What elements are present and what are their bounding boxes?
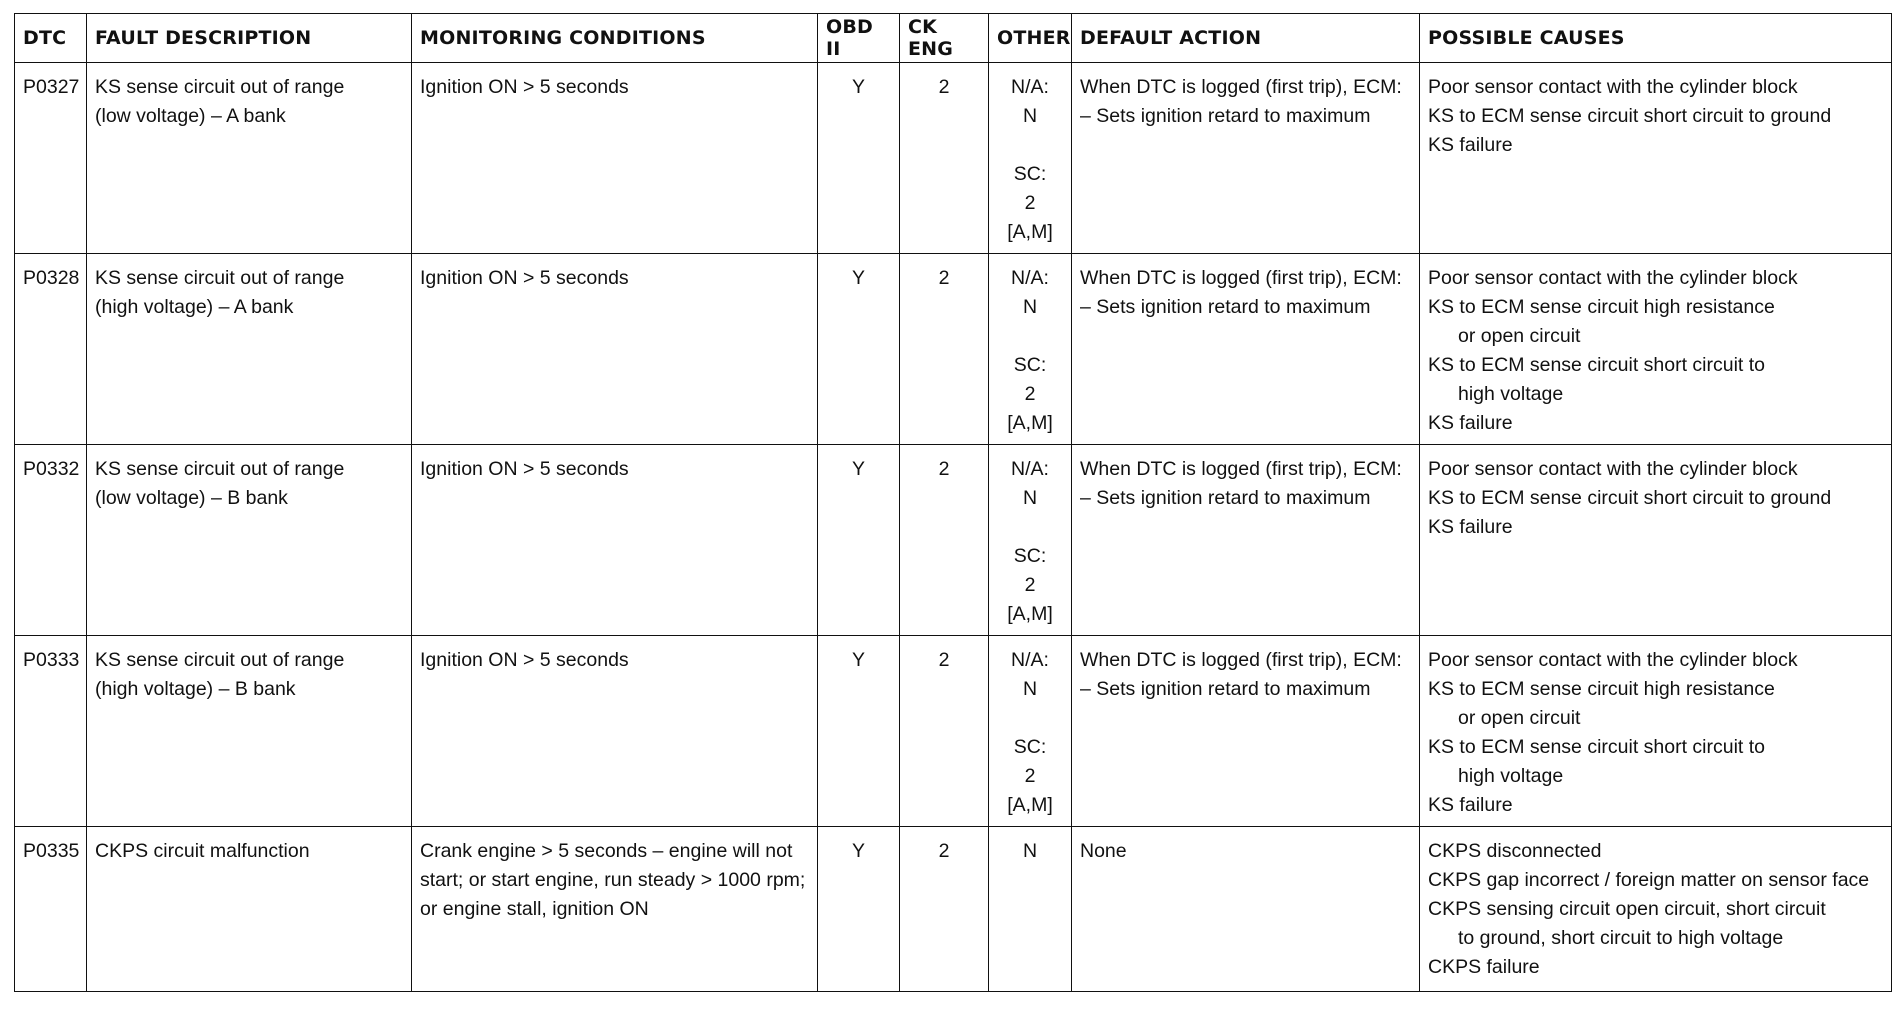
header-default-action: DEFAULT ACTION xyxy=(1072,14,1420,63)
ck-eng-value: 2 xyxy=(900,636,989,827)
text-line: Ignition ON > 5 seconds xyxy=(420,76,629,98)
default-action xyxy=(1072,254,1420,445)
text-line: start; or start engine, run steady > 1000 rpm; xyxy=(420,869,806,891)
monitoring-conditions xyxy=(412,827,818,992)
text-line: or open circuit xyxy=(1458,325,1581,347)
header-possible-causes: POSSIBLE CAUSES xyxy=(1420,14,1892,63)
text-line: (high voltage) – B bank xyxy=(95,678,296,700)
text-line: – Sets ignition retard to maximum xyxy=(1080,487,1371,509)
text-line: or open circuit xyxy=(1458,707,1581,729)
other-value xyxy=(989,63,1072,254)
header-other: OTHER xyxy=(989,14,1072,63)
table-row xyxy=(15,636,1892,827)
text-line: N/A: xyxy=(1011,267,1049,289)
monitoring-conditions xyxy=(412,63,818,254)
text-line: – Sets ignition retard to maximum xyxy=(1080,678,1371,700)
dtc-code: P0332 xyxy=(15,445,87,636)
text-line: 2 xyxy=(1024,765,1036,787)
text-line: (low voltage) – B bank xyxy=(95,487,288,509)
ck-eng-value: 2 xyxy=(900,254,989,445)
table-row xyxy=(15,445,1892,636)
text-line: Poor sensor contact with the cylinder block xyxy=(1428,649,1798,671)
text-line: KS to ECM sense circuit high resistance xyxy=(1428,678,1775,700)
text-line: SC: xyxy=(1013,545,1047,567)
header-obd-ii: OBD II xyxy=(818,14,900,63)
text-line: Poor sensor contact with the cylinder block xyxy=(1428,76,1798,98)
monitoring-conditions xyxy=(412,445,818,636)
text-line: 2 xyxy=(1024,192,1036,214)
default-action xyxy=(1072,63,1420,254)
header-fault-description: FAULT DESCRIPTION xyxy=(87,14,412,63)
text-line: KS sense circuit out of range xyxy=(95,76,345,98)
text-line: or engine stall, ignition ON xyxy=(420,898,649,920)
text-line: Ignition ON > 5 seconds xyxy=(420,649,629,671)
fault-description xyxy=(87,254,412,445)
text-line: SC: xyxy=(1013,354,1047,376)
text-line: N xyxy=(1022,487,1038,509)
obd-ii-value: Y xyxy=(818,445,900,636)
text-line: high voltage xyxy=(1458,383,1564,405)
text-line: [A,M] xyxy=(1007,412,1053,434)
text-line: KS to ECM sense circuit short circuit to xyxy=(1428,736,1766,758)
text-line: CKPS sensing circuit open circuit, short circuit xyxy=(1428,898,1826,920)
text-line: CKPS failure xyxy=(1428,956,1540,978)
text-line: N xyxy=(1022,296,1038,318)
dtc-code: P0327 xyxy=(15,63,87,254)
text-line: KS to ECM sense circuit short circuit to xyxy=(1428,354,1766,376)
fault-description xyxy=(87,63,412,254)
fault-description xyxy=(87,636,412,827)
text-line: Poor sensor contact with the cylinder block xyxy=(1428,267,1798,289)
header-row xyxy=(15,14,1892,63)
other-value xyxy=(989,254,1072,445)
dtc-code: P0333 xyxy=(15,636,87,827)
text-line: high voltage xyxy=(1458,765,1564,787)
possible-causes xyxy=(1420,254,1892,445)
text-line: KS failure xyxy=(1428,412,1513,434)
default-action xyxy=(1072,445,1420,636)
text-line: CKPS disconnected xyxy=(1428,840,1602,862)
text-line: – Sets ignition retard to maximum xyxy=(1080,296,1371,318)
obd-ii-value: Y xyxy=(818,636,900,827)
dtc-code: P0328 xyxy=(15,254,87,445)
obd-ii-value: Y xyxy=(818,827,900,992)
text-line: When DTC is logged (first trip), ECM: xyxy=(1080,649,1402,671)
ck-eng-value: 2 xyxy=(900,445,989,636)
text-line: KS sense circuit out of range xyxy=(95,267,345,289)
obd-ii-value: Y xyxy=(818,254,900,445)
text-line: KS to ECM sense circuit short circuit to ground xyxy=(1428,105,1832,127)
other-value xyxy=(989,827,1072,992)
default-action xyxy=(1072,827,1420,992)
text-line: When DTC is logged (first trip), ECM: xyxy=(1080,76,1402,98)
dtc-table xyxy=(14,13,1892,992)
fault-description xyxy=(87,827,412,992)
text-line: Poor sensor contact with the cylinder block xyxy=(1428,458,1798,480)
text-line: None xyxy=(1080,840,1127,862)
text-line: SC: xyxy=(1013,736,1047,758)
text-line: N xyxy=(1022,105,1038,127)
text-line: N/A: xyxy=(1011,76,1049,98)
text-line: (high voltage) – A bank xyxy=(95,296,294,318)
text-line: (low voltage) – A bank xyxy=(95,105,286,127)
dtc-code: P0335 xyxy=(15,827,87,992)
text-line: KS failure xyxy=(1428,794,1513,816)
possible-causes xyxy=(1420,636,1892,827)
text-line: When DTC is logged (first trip), ECM: xyxy=(1080,458,1402,480)
text-line: 2 xyxy=(1024,383,1036,405)
possible-causes xyxy=(1420,445,1892,636)
text-line: CKPS circuit malfunction xyxy=(95,840,310,862)
other-value xyxy=(989,445,1072,636)
text-line: N xyxy=(1022,678,1038,700)
text-line: – Sets ignition retard to maximum xyxy=(1080,105,1371,127)
text-line: SC: xyxy=(1013,163,1047,185)
text-line: N xyxy=(1022,840,1038,862)
table-row xyxy=(15,254,1892,445)
text-line: 2 xyxy=(1024,574,1036,596)
fault-description xyxy=(87,445,412,636)
monitoring-conditions xyxy=(412,636,818,827)
text-line: KS sense circuit out of range xyxy=(95,458,345,480)
text-line: KS to ECM sense circuit short circuit to ground xyxy=(1428,487,1832,509)
header-dtc: DTC xyxy=(15,14,87,63)
obd-ii-value: Y xyxy=(818,63,900,254)
text-line: KS failure xyxy=(1428,134,1513,156)
text-line: KS failure xyxy=(1428,516,1513,538)
text-line: CKPS gap incorrect / foreign matter on sensor face xyxy=(1428,869,1870,891)
header-ck-eng: CK ENG xyxy=(900,14,989,63)
text-line: Ignition ON > 5 seconds xyxy=(420,267,629,289)
ck-eng-value: 2 xyxy=(900,63,989,254)
monitoring-conditions xyxy=(412,254,818,445)
possible-causes xyxy=(1420,63,1892,254)
ck-eng-value: 2 xyxy=(900,827,989,992)
text-line: N/A: xyxy=(1011,649,1049,671)
default-action xyxy=(1072,636,1420,827)
text-line: KS sense circuit out of range xyxy=(95,649,345,671)
text-line: [A,M] xyxy=(1007,794,1053,816)
text-line: [A,M] xyxy=(1007,603,1053,625)
text-line: When DTC is logged (first trip), ECM: xyxy=(1080,267,1402,289)
text-line: KS to ECM sense circuit high resistance xyxy=(1428,296,1775,318)
text-line: Crank engine > 5 seconds – engine will not xyxy=(420,840,793,862)
text-line: Ignition ON > 5 seconds xyxy=(420,458,629,480)
other-value xyxy=(989,636,1072,827)
table-row xyxy=(15,827,1892,992)
text-line: N/A: xyxy=(1011,458,1049,480)
header-monitoring-conditions: MONITORING CONDITIONS xyxy=(412,14,818,63)
table-row xyxy=(15,63,1892,254)
text-line: [A,M] xyxy=(1007,221,1053,243)
possible-causes xyxy=(1420,827,1892,992)
text-line: to ground, short circuit to high voltage xyxy=(1458,927,1784,949)
